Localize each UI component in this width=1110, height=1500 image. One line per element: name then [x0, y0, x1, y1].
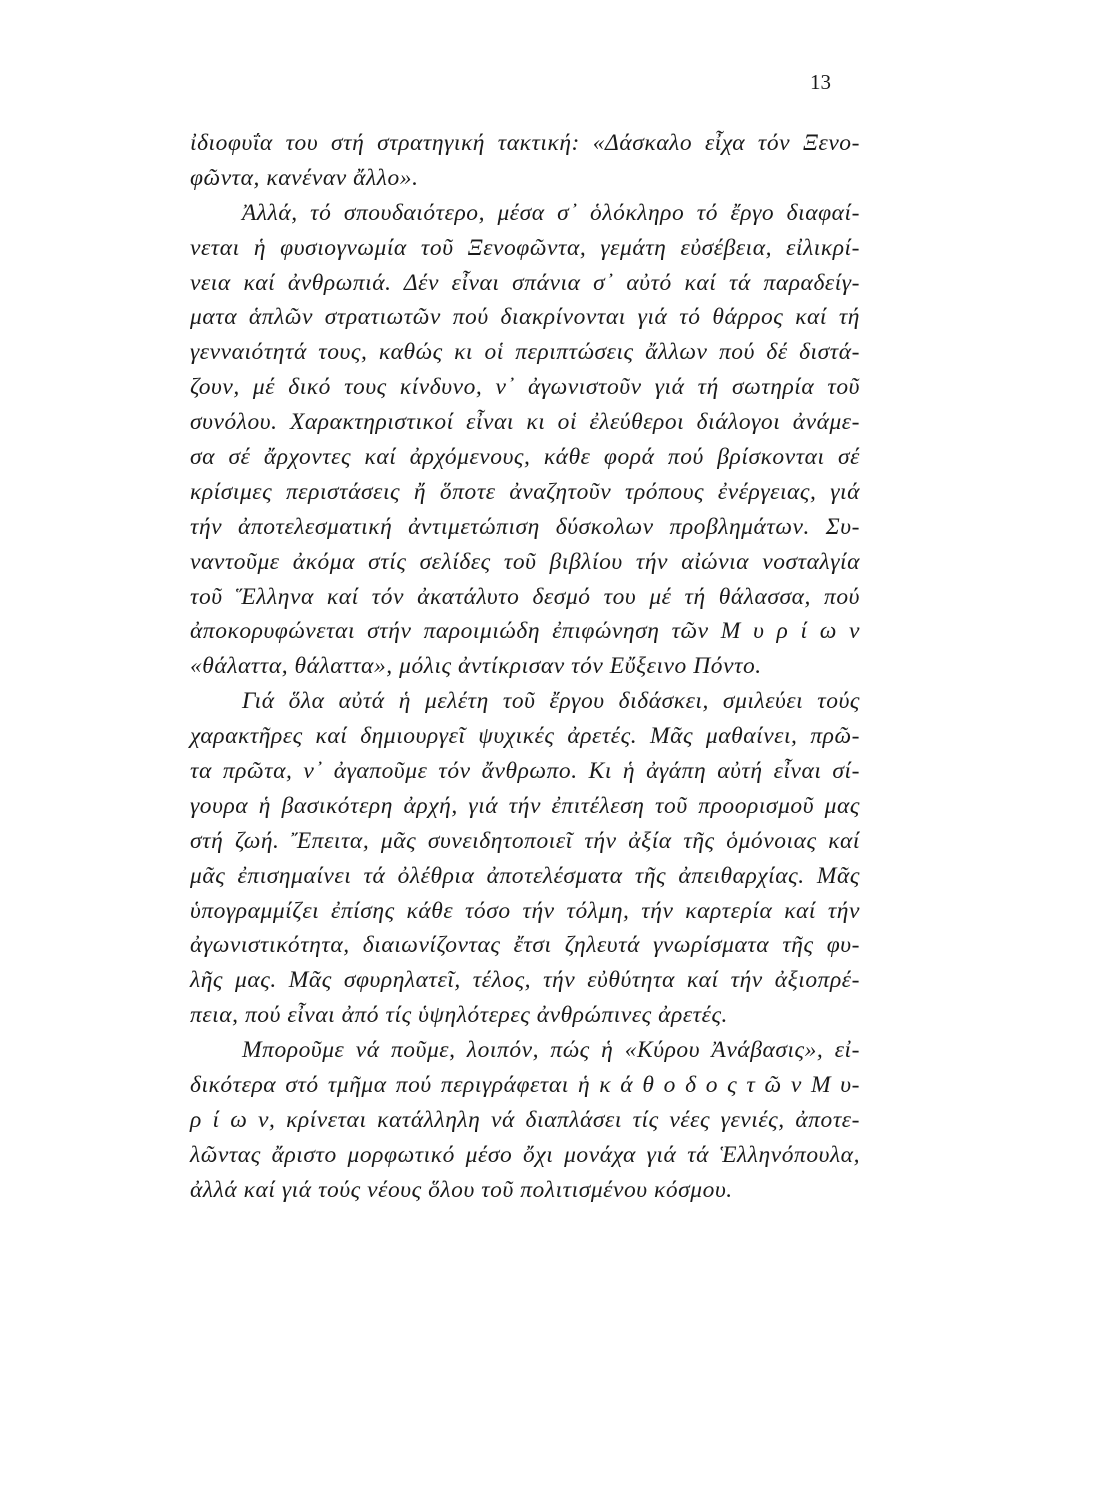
- text-line: γουρα ἡ βασικότερη ἀρχή, γιά τήν ἐπιτέλεση τοῦ προορισμοῦ μας: [190, 792, 860, 819]
- text-line: χαρακτῆρες καί δημιουργεῖ ψυχικές ἀρετές. Μᾶς μαθαίνει, πρῶ-: [190, 723, 860, 750]
- text-line: ὑπογραμμίζει ἐπίσης κάθε τόσο τήν τόλμη, τήν καρτερία καί τήν: [190, 897, 860, 924]
- text-line: δικότερα στό τμῆμα πού περιγράφεται ἡ κ ά θ ο δ ο ς τ ῶ ν Μ υ-: [190, 1072, 860, 1099]
- text-line: ἀγωνιστικότητα, διαιωνίζοντας ἔτσι ζηλευτά γνωρίσματα τῆς φυ-: [190, 932, 860, 959]
- text-line: γενναιότητά τους, καθώς κι οἱ περιπτώσεις ἄλλων πού δέ διστά-: [190, 339, 860, 366]
- text-line: σα σέ ἄρχοντες καί ἀρχόμενους, κάθε φορά πού βρίσκονται σέ: [190, 444, 860, 471]
- text-line: τα πρῶτα, ν᾽ ἀγαποῦμε τόν ἄνθρωπο. Κι ἡ ἀγάπη αὐτή εἶναι σί-: [190, 758, 860, 785]
- paragraph-start-line: Μποροῦμε νά ποῦμε, λοιπόν, πώς ἡ «Κύρου Ἀνάβασις», εἰ-: [242, 1037, 860, 1064]
- text-line: ἀποκορυφώνεται στήν παροιμιώδη ἐπιφώνηση τῶν Μ υ ρ ί ω ν: [190, 618, 860, 645]
- text-line: τοῦ Ἕλληνα καί τόν ἀκατάλυτο δεσμό του μέ τή θάλασσα, πού: [190, 583, 860, 610]
- page-number: 13: [810, 70, 831, 94]
- text-line: στή ζωή. Ἔπειτα, μᾶς συνειδητοποιεῖ τήν ἀξία τῆς ὁμόνοιας καί: [190, 827, 860, 854]
- paragraph-start-line: Γιά ὅλα αὐτά ἡ μελέτη τοῦ ἔργου διδάσκει, σμιλεύει τούς: [242, 688, 860, 715]
- text-line: ματα ἁπλῶν στρατιωτῶν πού διακρίνονται γιά τό θάρρος καί τή: [190, 304, 860, 331]
- text-line: νεια καί ἀνθρωπιά. Δέν εἶναι σπάνια σ᾽ αὐτό καί τά παραδείγ-: [190, 269, 860, 296]
- text-line: «θάλαττα, θάλαττα», μόλις ἀντίκρισαν τόν Εὔξεινο Πόντο.: [190, 653, 762, 680]
- text-line: ρ ί ω ν, κρίνεται κατάλληλη νά διαπλάσει τίς νέες γενιές, ἀποτε-: [190, 1106, 860, 1133]
- text-line: συνόλου. Χαρακτηριστικοί εἶναι κι οἱ ἐλεύθεροι διάλογοι ἀνάμε-: [190, 409, 860, 436]
- text-line: λῶντας ἄριστο μορφωτικό μέσο ὄχι μονάχα γιά τά Ἑλληνόπουλα,: [190, 1141, 860, 1168]
- text-line: τήν ἀποτελεσματική ἀντιμετώπιση δύσκολων προβλημάτων. Συ-: [190, 513, 860, 540]
- text-line: ἀλλά καί γιά τούς νέους ὅλου τοῦ πολιτισμένου κόσμου.: [190, 1176, 733, 1203]
- text-line: νεται ἡ φυσιογνωμία τοῦ Ξενοφῶντα, γεμάτη εὐσέβεια, εἰλικρί-: [190, 234, 860, 261]
- text-line: ζουν, μέ δικό τους κίνδυνο, ν᾽ ἀγωνιστοῦν γιά τή σωτηρία τοῦ: [190, 374, 860, 401]
- body-text: [190, 126, 860, 1208]
- text-line: λῆς μας. Μᾶς σφυρηλατεῖ, τέλος, τήν εὐθύτητα καί τήν ἀξιοπρέ-: [190, 967, 860, 994]
- text-line: ναντοῦμε ἀκόμα στίς σελίδες τοῦ βιβλίου τήν αἰώνια νοσταλγία: [190, 548, 860, 575]
- text-line: μᾶς ἐπισημαίνει τά ὀλέθρια ἀποτελέσματα τῆς ἀπειθαρχίας. Μᾶς: [190, 862, 860, 889]
- text-line: κρίσιμες περιστάσεις ἤ ὅποτε ἀναζητοῦν τρόπους ἐνέργειας, γιά: [190, 478, 860, 505]
- text-line: πεια, πού εἶναι ἀπό τίς ὑψηλότερες ἀνθρώπινες ἀρετές.: [190, 1002, 728, 1029]
- paragraph-start-line: Ἀλλά, τό σπουδαιότερο, μέσα σ᾽ ὁλόκληρο τό ἔργο διαφαί-: [242, 199, 860, 226]
- text-line: ἰδιοφυΐα του στή στρατηγική τακτική: «Δάσκαλο εἶχα τόν Ξενο-: [190, 130, 860, 156]
- text-line: φῶντα, κανέναν ἄλλο».: [190, 164, 419, 191]
